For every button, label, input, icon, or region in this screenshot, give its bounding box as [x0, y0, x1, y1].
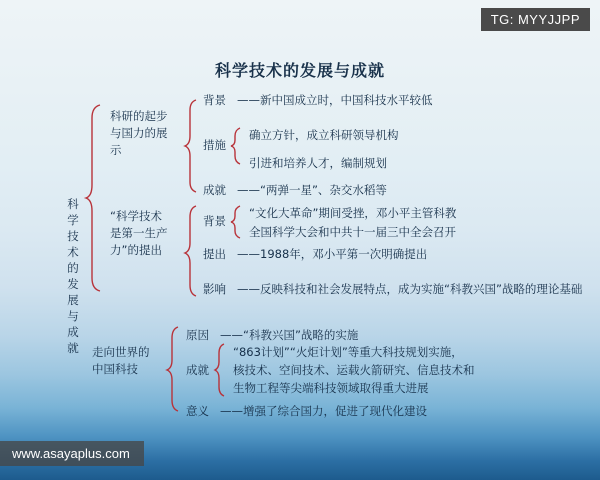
branch2-item2-text: ——1988年，邓小平第一次明确提出	[237, 247, 428, 261]
branch3-item3-key: 意义	[186, 404, 209, 418]
branch-label-1: 科研的起步与国力的展示	[110, 109, 168, 157]
branch2-item1-line1: “文化大革命”期间受挫，邓小平主管科教	[249, 206, 457, 220]
branch2-brace	[185, 206, 196, 296]
branch1-item2-key: 措施	[203, 138, 226, 152]
branch3-achieve-brace	[215, 344, 224, 396]
root-brace	[86, 105, 100, 291]
branch2-item1-key: 背景	[203, 214, 226, 228]
branch3-item1-text: ——“科教兴国”战略的实施	[220, 328, 359, 342]
branch2-item2-key: 提出	[203, 247, 226, 261]
branch3-item1-key: 原因	[186, 328, 209, 342]
branch3-item2-key: 成就	[186, 363, 209, 377]
branch1-item2-line1: 确立方针，成立科研领导机构	[249, 128, 399, 142]
branch2-bg-brace	[231, 206, 240, 238]
branch1-item2-line2: 引进和培养人才，编制规划	[249, 156, 387, 170]
branch2-item1-line2: 全国科学大会和中共十一届三中全会召开	[249, 225, 456, 239]
watermark-label: www.asayaplus.com	[0, 441, 144, 466]
branch1-item1-text: ——新中国成立时，中国科技水平较低	[237, 93, 433, 107]
branch1-item3-key: 成就	[203, 183, 226, 197]
branch3-item3-text: ——增强了综合国力，促进了现代化建设	[220, 404, 427, 418]
root-label: 科学技术的发展与成就	[67, 197, 79, 355]
branch1-brace	[185, 100, 196, 192]
status-badge: TG: MYYJJPP	[481, 8, 590, 31]
branch3-item2-line1: “863计划”“火炬计划”等重大科技规划实施，	[233, 345, 463, 359]
branch1-item3-text: ——“两弹一星”、杂交水稻等	[237, 183, 387, 197]
page-title: 科学技术的发展与成就	[214, 61, 385, 80]
branch2-item3-text: ——反映科技和社会发展特点，成为实施“科教兴国”战略的理论基础	[237, 282, 583, 296]
branch-label-2: “科学技术是第一生产力”的提出	[110, 209, 168, 257]
branch2-item3-key: 影响	[203, 282, 226, 296]
branch-label-3: 走向世界的中国科技	[92, 345, 150, 376]
branch3-brace	[167, 327, 178, 411]
branch1-item1-key: 背景	[203, 93, 226, 107]
branch1-measure-brace	[231, 128, 240, 164]
branch3-item2-line3: 生物工程等尖端科技领域取得重大进展	[233, 381, 429, 395]
branch3-item2-line2: 核技术、空间技术、运载火箭研究、信息技术和	[233, 363, 475, 377]
